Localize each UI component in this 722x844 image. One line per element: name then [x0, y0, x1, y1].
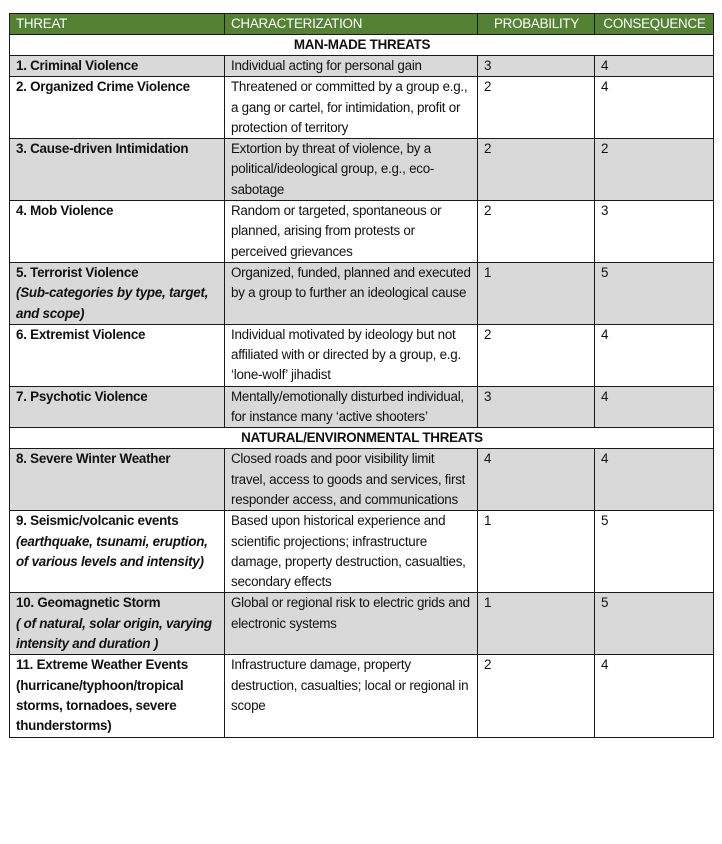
- threat-subtitle: (earthquake, tsunami, eruption, of various levels and intensity): [16, 533, 208, 569]
- table-row: [10, 324, 714, 386]
- probability-cell: 3: [478, 386, 595, 428]
- probability-cell: 1: [478, 262, 595, 324]
- probability-cell: 1: [478, 511, 595, 593]
- threat-cell: [10, 655, 225, 737]
- threat-cell: [10, 139, 225, 201]
- probability-cell: 2: [478, 201, 595, 263]
- section-title: NATURAL/ENVIRONMENTAL THREATS: [10, 428, 714, 449]
- table-row: [10, 77, 714, 139]
- consequence-cell: 4: [595, 655, 714, 737]
- threat-subtitle: (hurricane/typhoon/tropical storms, tornadoes, severe thunderstorms): [16, 677, 184, 734]
- characterization-cell: Extortion by threat of violence, by a political/ideological group, e.g., eco-sabotage: [225, 139, 478, 201]
- threat-name: 5. Terrorist Violence: [16, 264, 139, 280]
- threat-subtitle: ( of natural, solar origin, varying intensity and duration ): [16, 615, 212, 652]
- threat-assessment-table: [9, 13, 714, 738]
- characterization-cell: Infrastructure damage, property destruction, casualties; local or regional in scope: [225, 655, 478, 737]
- consequence-cell: 4: [595, 449, 714, 511]
- consequence-cell: 5: [595, 511, 714, 593]
- threat-cell: [10, 511, 225, 593]
- section-title: MAN-MADE THREATS: [10, 35, 714, 56]
- probability-cell: 1: [478, 593, 595, 655]
- consequence-cell: 3: [595, 201, 714, 263]
- column-header-consequence: CONSEQUENCE: [595, 14, 714, 35]
- threat-name: 9. Seismic/volcanic events: [16, 513, 179, 529]
- characterization-cell: Threatened or committed by a group e.g., a gang or cartel, for intimidation, profit or protection of territory: [225, 77, 478, 139]
- section-header-row: [10, 35, 714, 56]
- table-body: [10, 35, 714, 738]
- threat-name: 10. Geomagnetic Storm: [16, 595, 161, 611]
- threat-cell: [10, 201, 225, 263]
- characterization-cell: Closed roads and poor visibility limit travel, access to goods and services, first responder access, and communications: [225, 449, 478, 511]
- probability-cell: 2: [478, 139, 595, 201]
- consequence-cell: 4: [595, 56, 714, 77]
- threat-cell: [10, 593, 225, 655]
- table-header-row: [10, 14, 714, 35]
- table-row: [10, 139, 714, 201]
- threat-name: 6. Extremist Violence: [16, 326, 146, 342]
- probability-cell: 4: [478, 449, 595, 511]
- threat-name: 2. Organized Crime Violence: [16, 79, 190, 95]
- threat-cell: [10, 262, 225, 324]
- threat-cell: [10, 77, 225, 139]
- probability-cell: 2: [478, 655, 595, 737]
- probability-cell: 2: [478, 324, 595, 386]
- threat-name: 1. Criminal Violence: [16, 58, 139, 73]
- table-row: [10, 262, 714, 324]
- characterization-cell: Global or regional risk to electric grids and electronic systems: [225, 593, 478, 655]
- table-row: [10, 449, 714, 511]
- column-header-characterization: CHARACTERIZATION: [225, 14, 478, 35]
- characterization-cell: Organized, funded, planned and executed by a group to further an ideological cause: [225, 262, 478, 324]
- characterization-cell: Mentally/emotionally disturbed individual, for instance many ‘active shooters’: [225, 386, 478, 428]
- table-row: [10, 655, 714, 737]
- probability-cell: 3: [478, 56, 595, 77]
- consequence-cell: 4: [595, 77, 714, 139]
- threat-name: 3. Cause-driven Intimidation: [16, 141, 189, 157]
- consequence-cell: 4: [595, 324, 714, 386]
- column-header-threat: THREAT: [10, 14, 225, 35]
- threat-name: 7. Psychotic Violence: [16, 388, 148, 404]
- characterization-cell: Based upon historical experience and scientific projections; infrastructure damage, property destruction, casualties, secondary effects: [225, 511, 478, 593]
- column-header-probability: PROBABILITY: [478, 14, 595, 35]
- table-row: [10, 511, 714, 593]
- table-row: [10, 593, 714, 655]
- threat-cell: [10, 56, 225, 77]
- probability-cell: 2: [478, 77, 595, 139]
- characterization-cell: Individual motivated by ideology but not affiliated with or directed by a group, e.g. ‘lone-wolf’ jihadist: [225, 324, 478, 386]
- table-row: [10, 386, 714, 428]
- threat-name: 4. Mob Violence: [16, 203, 114, 219]
- characterization-cell: Random or targeted, spontaneous or planned, arising from protests or perceived grievances: [225, 201, 478, 263]
- threat-name: 8. Severe Winter Weather: [16, 451, 171, 467]
- consequence-cell: 4: [595, 386, 714, 428]
- consequence-cell: 2: [595, 139, 714, 201]
- section-header-row: [10, 428, 714, 449]
- consequence-cell: 5: [595, 262, 714, 324]
- table-row: [10, 201, 714, 263]
- characterization-cell: Individual acting for personal gain: [225, 56, 478, 77]
- threat-cell: [10, 324, 225, 386]
- threat-name: 11. Extreme Weather Events: [16, 657, 188, 673]
- threat-cell: [10, 386, 225, 428]
- consequence-cell: 5: [595, 593, 714, 655]
- table-row: [10, 56, 714, 77]
- threat-subtitle: (Sub-categories by type, target, and scope): [16, 285, 209, 321]
- threat-cell: [10, 449, 225, 511]
